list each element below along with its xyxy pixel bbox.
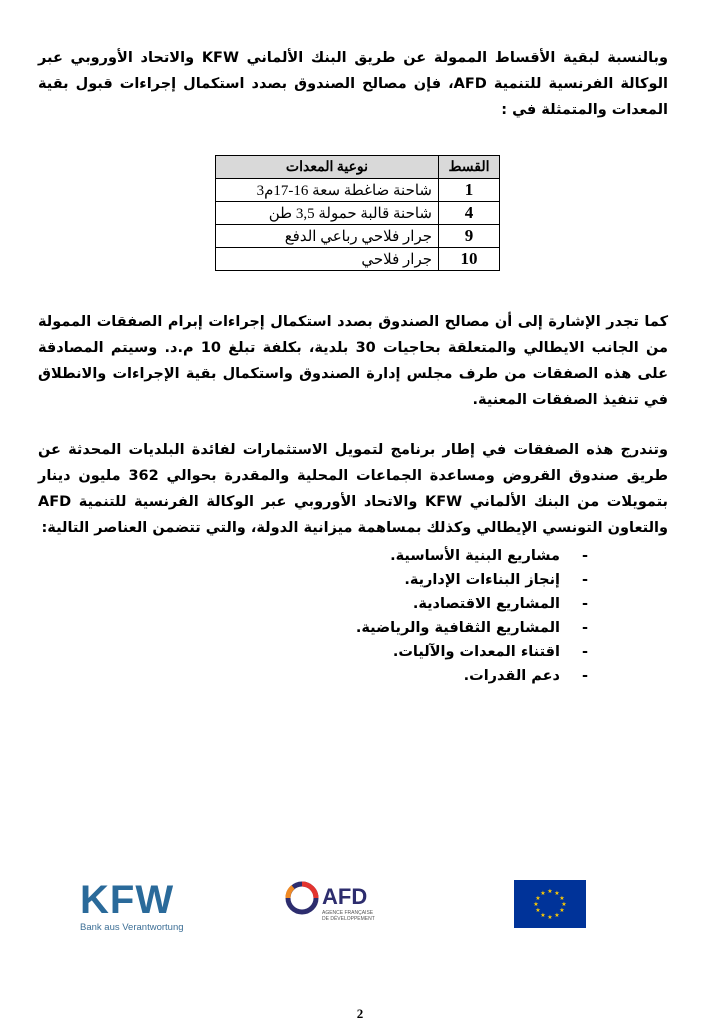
list-bullet: - [581, 548, 588, 564]
list-item-text: دعم القدرات. [463, 668, 560, 684]
afd-logo [284, 880, 384, 930]
equipment-type: جرار فلاحي رباعي الدفع [216, 225, 439, 248]
installment-number: 1 [439, 179, 500, 202]
list-item [356, 592, 588, 616]
table-row [216, 202, 500, 225]
list-item-text: اقتناء المعدات والآليات. [392, 644, 560, 660]
list-bullet: - [581, 572, 588, 588]
list-item [356, 568, 588, 592]
svg-text:★: ★ [547, 888, 553, 895]
paragraph-italian-side: كما تجدر الإشارة إلى أن مصالح الصندوق بصدد استكمال إجراءات إبرام الصفقات الممولة من الجانب الايطالي والمتعلقة بحاجيات 30 بلدية، بكلفة تبلغ 10 م.د. وسيتم المصادقة على هذه الصفقات من طرف مجلس إدارة الصندوق واستكمال بقية الإجراءات والانطلاق في تنفيذ الصفقات المعنية. [38, 313, 668, 408]
svg-text:★: ★ [559, 895, 565, 902]
svg-text:★: ★ [561, 901, 567, 908]
list-item-text: مشاريع البنية الأساسية. [390, 548, 560, 564]
installment-number: 9 [439, 225, 500, 248]
installment-number: 10 [439, 248, 500, 271]
list-item [356, 640, 588, 664]
kfw-tagline: Bank aus Verantwortung [80, 922, 184, 933]
list-item-text: المشاريع الثقافية والرياضية. [355, 620, 560, 636]
kfw-logo-icon: KFW [80, 878, 175, 922]
list-bullet: - [581, 644, 588, 660]
svg-text:★: ★ [559, 907, 565, 914]
paragraph-program-framework: وتندرج هذه الصفقات في إطار برنامج لتمويل الاستثمارات لفائدة البلديات المحدثة عن طريق صندوق القروض ومساعدة الجماعات المحلية والمقدرة بحوالي 362 مليون دينار بتمويلات من البنك الألماني KFW والاتحاد الأوروبي عبر الوكالة الفرنسية للتنمية AFD والتعاون التونسي الإيطالي وكذلك بمساهمة ميزانية الدولة، والتي تتضمن العناصر التالية: [38, 441, 668, 536]
table-row [216, 179, 500, 202]
header-equipment-type: نوعية المعدات [216, 156, 439, 179]
table-row [216, 225, 500, 248]
svg-text:★: ★ [533, 901, 539, 908]
list-bullet: - [581, 620, 588, 636]
svg-text:★: ★ [540, 912, 546, 919]
list-item-text: المشاريع الاقتصادية. [412, 596, 560, 612]
equipment-type: شاحنة قالبة حمولة 3,5 طن [216, 202, 439, 225]
eu-stars-icon [514, 880, 586, 928]
paragraph-remaining-installments: وبالنسبة لبقية الأقساط الممولة عن طريق البنك الألماني KFW والاتحاد الأوروبي عبر الوكالة الفرنسية للتنمية AFD، فإن مصالح الصندوق بصدد استكمال إجراءات قبول بقية المعدات والمتمثلة في : [38, 49, 668, 118]
equipment-type: جرار فلاحي [216, 248, 439, 271]
list-bullet: - [581, 668, 588, 684]
svg-text:★: ★ [540, 890, 546, 897]
header-installment: القسط [439, 156, 500, 179]
eu-flag-icon [514, 880, 586, 928]
svg-text:★: ★ [554, 912, 560, 919]
list-item [356, 616, 588, 640]
svg-text:★: ★ [554, 890, 560, 897]
list-item [356, 544, 588, 568]
equipment-table [215, 155, 500, 271]
components-list [356, 544, 588, 688]
table-row [216, 248, 500, 271]
afd-ring-icon [284, 880, 320, 916]
list-item [356, 664, 588, 688]
svg-text:★: ★ [547, 914, 553, 921]
afd-tagline: AGENCE FRANÇAISE DE DÉVELOPPEMENT [322, 910, 375, 922]
table-header-row [216, 156, 500, 179]
afd-wordmark: AFD [322, 884, 368, 909]
page-number: 2 [356, 1006, 364, 1021]
equipment-type: شاحنة ضاغطة سعة 16-17م3 [216, 179, 439, 202]
svg-text:★: ★ [535, 907, 541, 914]
list-bullet: - [581, 596, 588, 612]
installment-number: 4 [439, 202, 500, 225]
kfw-logo [80, 880, 190, 940]
list-item-text: إنجاز البناءات الإدارية. [404, 572, 560, 588]
svg-text:★: ★ [535, 895, 541, 902]
